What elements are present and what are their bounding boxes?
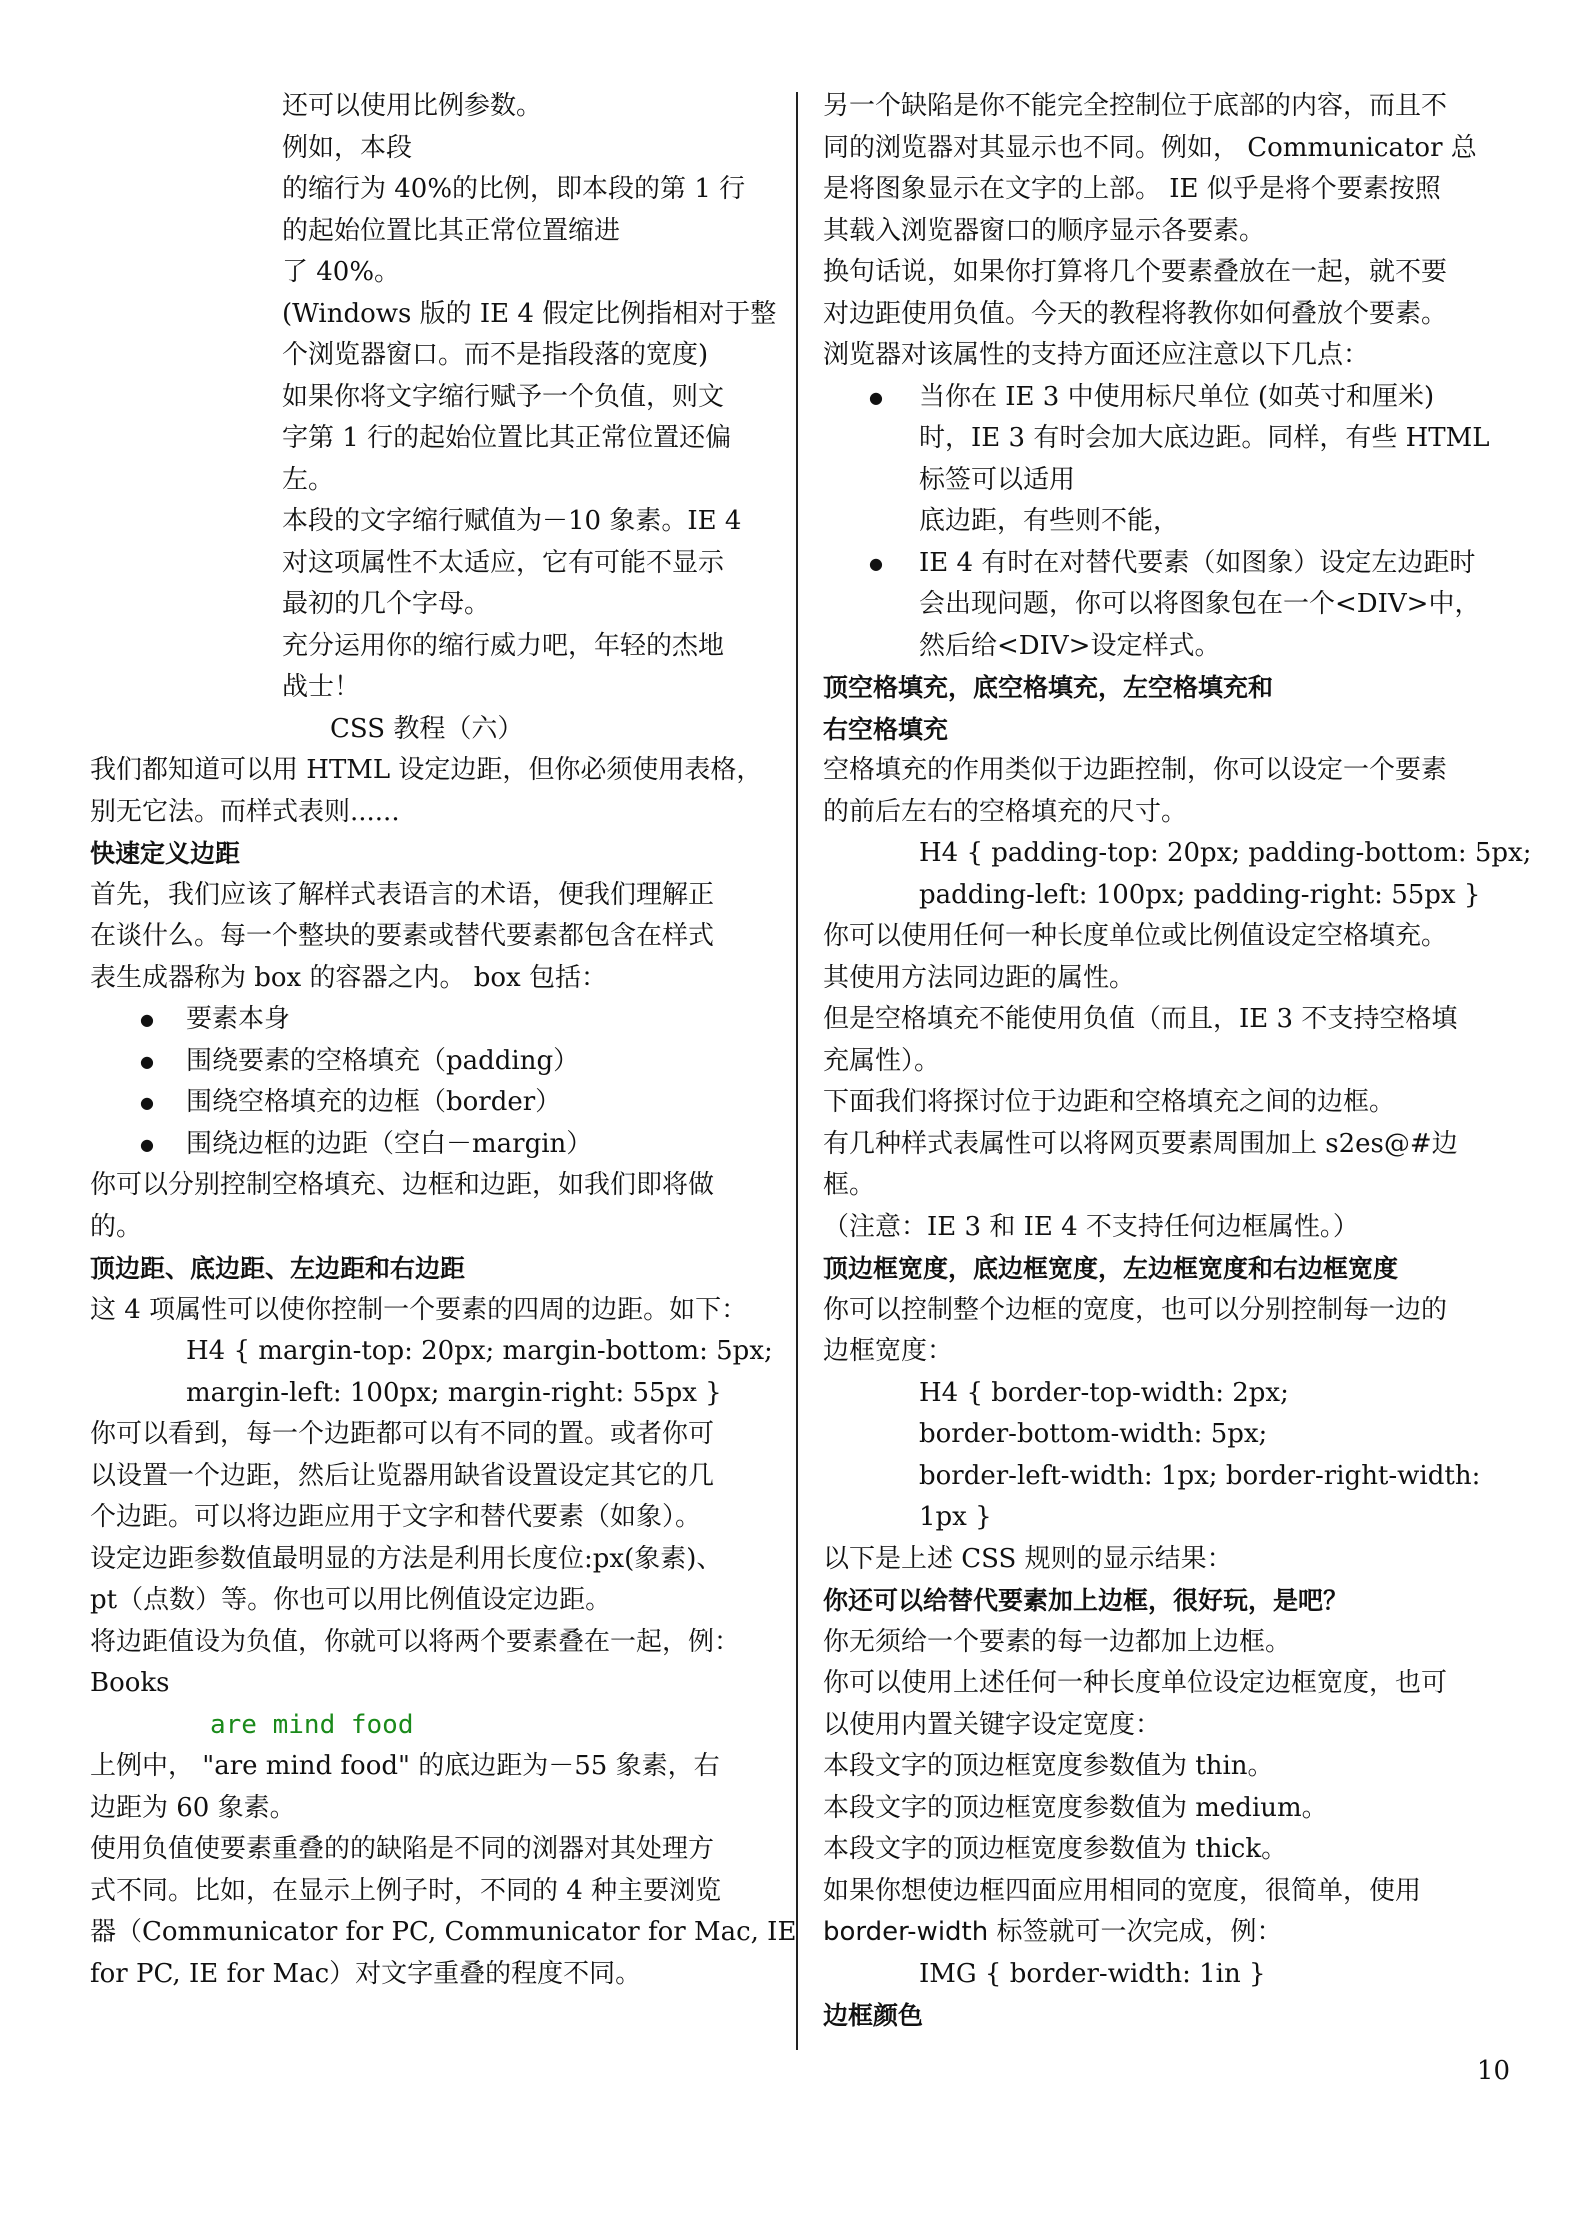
text-line: 字第 1 行的起始位置比其正常位置还偏 [282, 423, 732, 453]
code-line: IMG { border-width: 1in } [919, 1958, 1266, 1989]
text-line: 我们都知道可以用 HTML 设定边距，但你必须使用表格， [90, 755, 763, 785]
code-line: padding-left: 100px; padding-right: 55px } [919, 879, 1481, 910]
text-line: 边框宽度： [823, 1336, 954, 1366]
column-divider [796, 92, 798, 2050]
text-line: 以下是上述 CSS 规则的显示结果： [823, 1543, 1233, 1574]
text-line [823, 1912, 1503, 1954]
text-line: 这 4 项属性可以使你控制一个要素的四周的边距。如下： [90, 1294, 748, 1325]
text-line: 对这项属性不太适应，它有可能不显示 [282, 547, 725, 578]
text-line: 充属性）。 [823, 1045, 941, 1076]
text-line: 有几种样式表属性可以将网页要素周围加上 s2es@#边 [823, 1128, 1458, 1159]
code-line: border-bottom-width: 5px; [919, 1419, 1268, 1449]
example-overlap-text: are mind food [210, 1709, 414, 1740]
text-line: 充分运用你的缩行威力吧，年轻的杰地 [282, 630, 725, 661]
text-line: 式不同。比如，在显示上例子时，不同的 4 种主要浏览 [90, 1875, 722, 1906]
text-line: 但是空格填充不能使用负值（而且，IE 3 不支持空格填 [823, 1004, 1458, 1034]
text-line: 上例中， "are mind food" 的底边距为－55 象素，右 [90, 1751, 720, 1781]
text-line: 本段文字的顶边框宽度参数值为 medium。 [823, 1792, 1328, 1823]
text-line: 你可以使用上述任何一种长度单位设定边框宽度，也可 [823, 1668, 1448, 1698]
text-line: 首先，我们应该了解样式表语言的术语，便我们理解正 [90, 879, 715, 910]
text-line: 底边距，有些则不能， [919, 506, 1180, 536]
text-line: 其使用方法同边距的属性。 [823, 962, 1136, 993]
code-line: H4 { margin-top: 20px; margin-bottom: 5px; [186, 1336, 773, 1366]
text-line: 战士！ [282, 672, 361, 702]
list-item: ● 围绕空格填充的边框（border） [90, 1082, 770, 1124]
code-line: H4 { border-top-width: 2px; [919, 1377, 1289, 1408]
heading-replaced-elements: 你还可以给替代要素加上边框，很好玩，是吧？ [823, 1586, 1349, 1615]
list-item [823, 377, 1503, 543]
code-line: border-left-width: 1px; border-right-width: [919, 1460, 1481, 1491]
text-fragment: 标签就可一次完成，例： [988, 1917, 1283, 1947]
text-line: 同的浏览器对其显示也不同。例如， Communicator 总 [823, 132, 1477, 163]
text-line: 左。 [282, 464, 335, 495]
text-line: 以使用内置关键字设定宽度： [823, 1709, 1162, 1740]
text-line: 你可以分别控制空格填充、边框和边距，如我们即将做 [90, 1170, 715, 1200]
text-line: 使用负值使要素重叠的的缺陷是不同的浏器对其处理方 [90, 1834, 715, 1864]
text-line: 的前后左右的空格填充的尺寸。 [823, 796, 1188, 827]
heading-padding: 顶空格填充，底空格填充，左空格填充和 [823, 673, 1274, 702]
text-line: 另一个缺陷是你不能完全控制位于底部的内容，而且不 [823, 91, 1448, 121]
text-line: for PC, IE for Mac）对文字重叠的程度不同。 [90, 1958, 642, 1989]
code-line: H4 { padding-top: 20px; padding-bottom: 5px; [919, 838, 1532, 868]
text-line: 你无须给一个要素的每一边都加上边框。 [823, 1626, 1292, 1657]
text-line: ● 当你在 IE 3 中使用标尺单位 (如英寸和厘米) [919, 381, 1435, 412]
text-line: 在谈什么。每一个整块的要素或替代要素都包含在样式 [90, 921, 715, 951]
text-line: 的起始位置比其正常位置缩进 [282, 215, 621, 246]
text-line: 将边距值设为负值，你就可以将两个要素叠在一起，例： [90, 1626, 741, 1657]
text-line: 换句话说，如果你打算将几个要素叠放在一起，就不要 [823, 257, 1448, 287]
text-line: 是将图象显示在文字的上部。 IE 似乎是将个要素按照 [823, 174, 1441, 204]
text-line: 如果你想使边框四面应用相同的宽度，很简单，使用 [823, 1875, 1422, 1906]
text-line: 本段文字的顶边框宽度参数值为 thick。 [823, 1834, 1288, 1864]
text-line: 浏览器对该属性的支持方面还应注意以下几点： [823, 340, 1370, 370]
text-line: 会出现问题，你可以将图象包在一个<DIV>中， [919, 589, 1481, 619]
text-line: 时，IE 3 有时会加大底边距。同样，有些 HTML [919, 423, 1490, 453]
text-line: 的。 [90, 1211, 143, 1242]
text-line: 表生成器称为 box 的容器之内。 box 包括： [90, 962, 607, 993]
text-line: 标签可以适用 [919, 464, 1076, 495]
text-line: 其载入浏览器窗口的顺序显示各要素。 [823, 215, 1266, 246]
text-line: 还可以使用比例参数。 [282, 91, 543, 121]
text-line: 对边距使用负值。今天的教程将教你如何叠放个要素。 [823, 298, 1448, 329]
page-number: 10 [1476, 2056, 1510, 2086]
text-line: 本段文字的顶边框宽度参数值为 thin。 [823, 1751, 1274, 1781]
box-items-list [90, 999, 770, 1165]
text-line: 本段的文字缩行赋值为－10 象素。IE 4 [282, 506, 742, 536]
text-line: 个边距。可以将边距应用于文字和替代要素（如象）。 [90, 1502, 702, 1532]
text-line: 以设置一个边距，然后让览器用缺省设置设定其它的几 [90, 1460, 715, 1491]
text-line: 的缩行为 40%的比例，即本段的第 1 行 [282, 174, 746, 204]
list-item: ● 围绕边框的边距（空白－margin） [90, 1124, 770, 1166]
browser-notes-list [823, 377, 1503, 668]
text-line: pt（点数）等。你也可以用比例值设定边距。 [90, 1585, 612, 1615]
border-width-keyword: border-width [823, 1917, 989, 1947]
right-column [823, 86, 1532, 2037]
heading-border-color: 边框颜色 [823, 2001, 924, 2030]
text-line: 你可以控制整个边框的宽度，也可以分别控制每一边的 [823, 1294, 1448, 1325]
text-line: 下面我们将探讨位于边距和空格填充之间的边框。 [823, 1087, 1396, 1117]
code-line: 1px } [919, 1502, 992, 1532]
text-line: 你可以使用任何一种长度单位或比例值设定空格填充。 [823, 921, 1448, 951]
list-item: ● 围绕要素的空格填充（padding） [90, 1041, 770, 1083]
text-line: 边距为 60 象素。 [90, 1792, 296, 1823]
heading-margins: 快速定义边距 [90, 839, 241, 868]
text-line: 器（Communicator for PC, Communicator for Mac, IE [90, 1917, 797, 1947]
text-line: 个浏览器窗口。而不是指段落的宽度) [282, 340, 709, 370]
text-line: Books [90, 1668, 170, 1698]
left-column [90, 86, 797, 1995]
heading-four-margins: 顶边距、底边距、左边距和右边距 [90, 1254, 466, 1283]
heading-border-width: 顶边框宽度，底边框宽度，左边框宽度和右边框宽度 [823, 1254, 1399, 1283]
list-item [823, 543, 1503, 668]
code-line: margin-left: 100px; margin-right: 55px } [186, 1377, 722, 1408]
text-line: 了 40%。 [282, 257, 401, 287]
heading-padding-cont: 右空格填充 [823, 714, 949, 744]
text-line: 别无它法。而样式表则...... [90, 796, 400, 827]
text-line: 空格填充的作用类似于边距控制，你可以设定一个要素 [823, 755, 1448, 785]
text-line: 框。 [823, 1170, 876, 1200]
text-line: 设定边距参数值最明显的方法是利用长度位:px(象素)、 [90, 1543, 723, 1574]
text-line: (Windows 版的 IE 4 假定比例指相对于整 [282, 298, 777, 329]
text-line: 例如，本段 [282, 132, 413, 163]
text-line: ● IE 4 有时在对替代要素（如图象）设定左边距时 [919, 547, 1476, 578]
text-line: 最初的几个字母。 [282, 589, 491, 619]
section-title: CSS 教程（六） [330, 713, 524, 744]
text-line: （注意：IE 3 和 IE 4 不支持任何边框属性。） [823, 1211, 1359, 1242]
list-item: ● 要素本身 [90, 999, 770, 1041]
text-line: 如果你将文字缩行赋予一个负值，则文 [282, 381, 725, 412]
text-line: 然后给<DIV>设定样式。 [919, 630, 1221, 661]
text-line: 你可以看到，每一个边距都可以有不同的置。或者你可 [90, 1419, 715, 1449]
